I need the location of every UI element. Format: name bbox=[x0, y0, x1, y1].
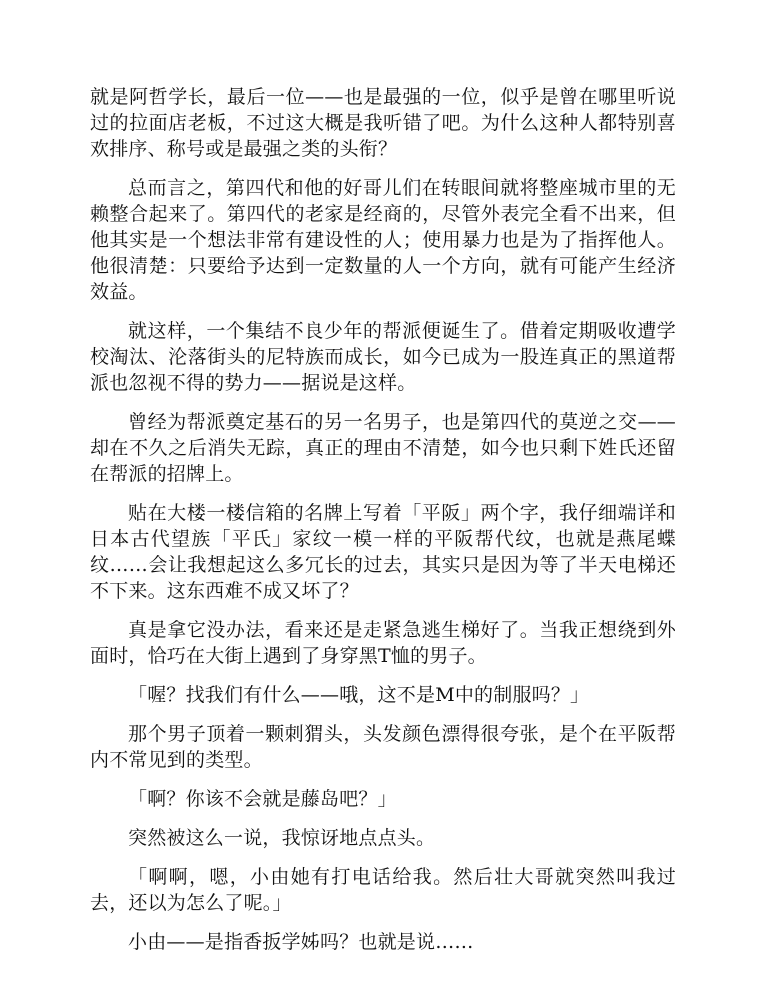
dialogue-paragraph: 「喔？找我们有什么——哦，这不是M中的制服吗？」 bbox=[128, 684, 590, 706]
paragraph: 曾经为帮派奠定基石的另一名男子，也是第四代的莫逆之交——却在不久之后消失无踪，真正的理由不清楚，如今也只剩下姓氏还留在帮派的招牌上。 bbox=[90, 411, 676, 485]
paragraph: 总而言之，第四代和他的好哥儿们在转眼间就将整座城市里的无赖整合起来了。第四代的老家是经商的，尽管外表完全看不出来，但他其实是一个想法非常有建设性的人；使用暴力也是为了指挥他人。他很清楚：只要给予达到一定数量的人一个方向，就有可能产生经济效益。 bbox=[90, 177, 676, 303]
paragraph: 突然被这么一说，我惊讶地点点头。 bbox=[128, 827, 436, 849]
body-text bbox=[90, 84, 676, 968]
paragraph: 贴在大楼一楼信箱的名牌上写着「平阪」两个字，我仔细端详和日本古代望族「平氏」家纹一模一样的平阪帮代纹，也就是燕尾蝶纹……会让我想起这么多冗长的过去，其实只是因为等了半天电梯还不下来。这东西难不成又坏了？ bbox=[90, 502, 676, 602]
paragraph: 小由——是指香扳学姊吗？也就是说…… bbox=[128, 931, 474, 953]
dialogue-paragraph: 「啊？你该不会就是藤岛吧？」 bbox=[128, 788, 397, 810]
paragraph: 真是拿它没办法，看来还是走紧急逃生梯好了。当我正想绕到外面时，恰巧在大街上遇到了身穿黑T恤的男子。 bbox=[90, 619, 676, 667]
paragraph: 就这样，一个集结不良少年的帮派便诞生了。借着定期吸收遭学校淘汰、沦落街头的尼特族而成长，如今已成为一股连真正的黑道帮派也忽视不得的势力——据说是这样。 bbox=[90, 320, 676, 394]
paragraph: 那个男子顶着一颗刺猬头，头发颜色漂得很夸张，是个在平阪帮内不常见到的类型。 bbox=[90, 723, 676, 771]
paragraph: 就是阿哲学长，最后一位——也是最强的一位，似乎是曾在哪里听说过的拉面店老板，不过这大概是我听错了吧。为什么这种人都特别喜欢排序、称号或是最强之类的头衔？ bbox=[90, 86, 676, 160]
dialogue-paragraph: 「啊啊，嗯，小由她有打电话给我。然后壮大哥就突然叫我过去，还以为怎么了呢。」 bbox=[90, 866, 676, 914]
